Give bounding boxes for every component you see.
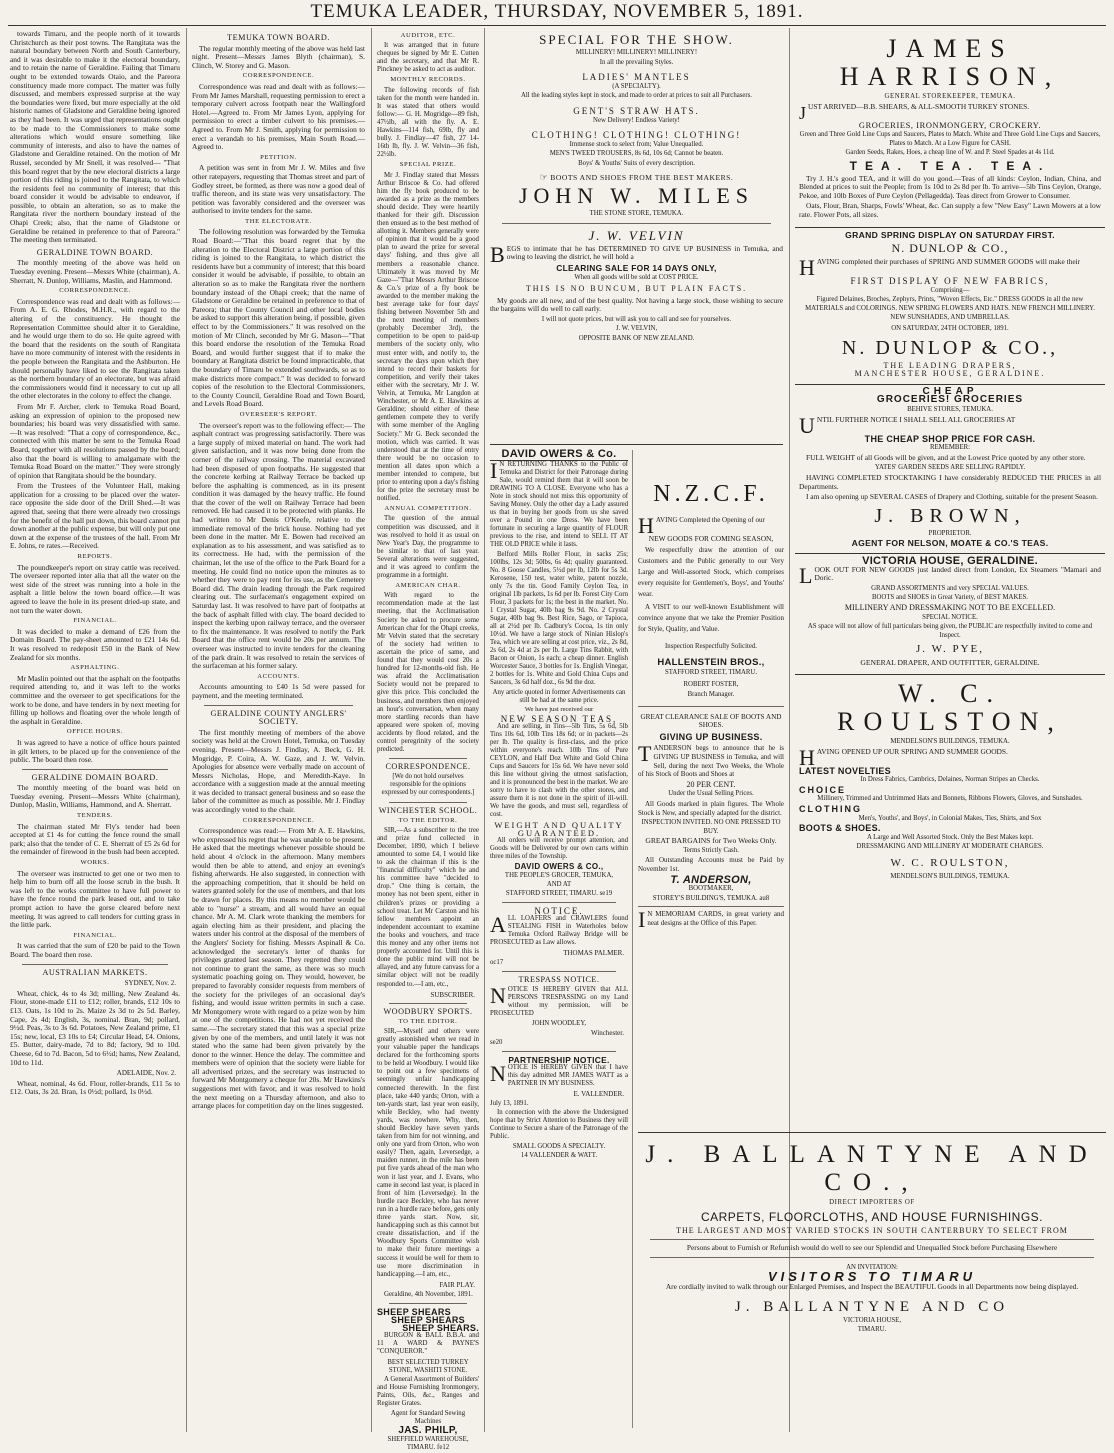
- column-divider: [632, 450, 633, 1428]
- advertiser-name: N. DUNLOP & CO.,: [841, 336, 1059, 359]
- ad-text: REMEMBER:: [929, 444, 971, 452]
- advertiser-name: DAVID OWERS & Co.: [490, 450, 628, 461]
- ad-text: A General Assortment of Builders' and House Furnishing Ironmongery, Paints, Oils, &c., Ranges and Register Grates.: [377, 1375, 480, 1407]
- article-text: The monthly meeting of the board was held on Tuesday evening. Present—Messrs White (chairman), Dunlop, Maslin, Williams, Hammond, and A. Sherratt.: [10, 783, 180, 810]
- advertiser-address: THE STONE STORE, TEMUKA.: [589, 210, 684, 218]
- drop-cap: A: [490, 912, 506, 937]
- sub-heading: CORRESPONDENCE.: [242, 72, 315, 80]
- advertiser-name: J. W. VELVIN: [588, 227, 685, 243]
- ad-text: AS space will not allow of full particulars being given, the PUBLIC are respectfully invited to come and Inspect.: [807, 623, 1093, 639]
- ad-text: DRESSMAKING AND MILLINERY AT MODERATE CHARGES.: [856, 843, 1044, 851]
- editorial-note: [We do not hold ourselves responsible for the opinions expressed by our correspondents.]: [381, 773, 475, 797]
- ad-heading: VISITORS TO TIMARU: [767, 1269, 977, 1285]
- sub-heading: THE ELECTORATE.: [245, 217, 312, 225]
- ad-text: I am also opening up SEVERAL CASES of Drapery and Clothing, suitable for the present Season.: [806, 492, 1098, 502]
- ad-text: [490, 458, 628, 549]
- ad-text: [490, 912, 628, 947]
- sub-heading: ASPHALTING.: [70, 664, 120, 672]
- ad-text: HAVING COMPLETED STOCKTAKING I have considerably REDUCED THE PRICES in all Departments.: [799, 473, 1101, 491]
- article-text: The overseer's report was to the following effect:— The asphalt contract was progressing satisfactorily. There was a large supply of mixed material on hand. The work had given satisfaction, and it was now being done from the corner of the railway crossing. The material excavated had been disposed of upon footpaths. He suggested that the concrete kerbing at Railway Terrace be backed up before the asphalting is commenced, as in its present condition it was damaged by the heavy traffic. He found that the cover of the well on Railway Terrace had been removed. He had caused it to be protected with planks. He had written to Mr Denis O'Keefe, relative to the immediate removal of the brick house. Nothing had yet been done in the matter. Mr E. Bowen had received an explanation as to his assessment, and was satisfied as to its correctness. He had, with the permission of the chairman, let the use of the office to the Park Board for a meeting. He could find no notice upon the minutes as to whether they were to pay rent for its use, as the Cemetery Board did. The drain leading through the Park required clearing out. The surfaceman's engagement expired on Saturday last. It was resolved to have part of footpaths at the back of asphalt filled with clay. The board decided to inspect the kerbing upon railway terrace, and the overseer to fix the maintenance. It was resolved to notify the Park Board that the office rent would be 20s per annum. The overseer was instructed to invite tenders for the cleaning of the park drain. It was resolved to retain the services of the surfaceman at his former salary.: [192, 420, 365, 671]
- ad-text: OTICE IS HEREBY GIVEN that I have this day admitted MR JAMES WATT as a PARTNER IN MY BUSINESS.: [507, 1064, 628, 1087]
- ad-text: [490, 173, 783, 183]
- dateline: Geraldine, 4th November, 1891.: [384, 1290, 473, 1298]
- signature: J. W. VELVIN,: [615, 325, 658, 333]
- column-divider: [186, 28, 187, 1432]
- article-text: The following resolution was forwarded by the Temuka Road Board:—"That this board regret that by the alteration to the Electoral District a large portion of this riding is joined to the Rangitata, to which district the residents have but a community of interest; that this board consider it would be advisable, if possible, to obtain an alteration so as to make the Rangitata river the northern boundary instead of the Ohapi creek; that the name of Gladstone or Geraldine be retained in preference to that of Pareora; that the County Council and other local bodies be asked to support this alteration being, if possible, given effect to by the Commissioners." It was resolved on the motion of Mr Clinch, seconded by Mr G. Mason—"That this board endorse the resolution of the Temuka Road Board, and would further suggest that if to make the boundary at Rangitata district be found impracticable, that the boundary of Timaru be extended southwards, so as to make districts more compact." It was decided to forward copies of the resolution to the Electoral Commissioners, to the County Council, Geraldine Road and Town Board, and Levels Road Board.: [192, 227, 365, 409]
- ad-text: [638, 741, 784, 779]
- ad-text: BOOTS and SHOES in Great Variety, of BEST MAKES.: [871, 594, 1028, 602]
- ad-text: Are cordially invited to walk through our Enlarged Premises, and Inspect the BEAUTIFUL Goods in all Departments now being displayed.: [665, 1281, 1079, 1291]
- ad-text: BOOTS AND SHOES FROM THE BEST MAKERS.: [550, 172, 734, 182]
- advertiser-name: JAS. PHILP,: [398, 1425, 458, 1437]
- advertiser-address: TIMARU.: [857, 1326, 887, 1334]
- ad-heading: GROCERIES! GROCERIES: [876, 394, 1024, 406]
- drop-cap: I: [638, 907, 646, 933]
- column-4-top: [490, 30, 783, 445]
- advertiser-name: N. DUNLOP & CO.,: [891, 241, 1009, 256]
- ad-heading: NEW GOODS FOR COMING SEASON,: [648, 534, 774, 543]
- advertiser-address: STOREY'S BUILDING'S, TEMUKA. au8: [652, 894, 770, 902]
- dunlop-ad: [795, 228, 1105, 385]
- ad-text: All the leading styles kept in stock, and made to order at prices to suit all Purchasers.: [520, 92, 753, 100]
- ad-divider: [638, 906, 784, 907]
- article-text: Accounts amounting to £40 1s 5d were passed for payment, and the meeting terminated.: [192, 682, 365, 700]
- ad-text: N MEMORIAM CARDS, in great variety and neat designs at the Office of this Paper.: [647, 910, 784, 928]
- ad-text: [490, 983, 628, 1018]
- article-divider: [204, 705, 353, 706]
- article-text: The regular monthly meeting of the above was held last night. Present—Messrs James Blyth (chairman), S. Clinch, W. Storey and G. Mason.: [192, 43, 365, 70]
- roulston-ad: [795, 675, 1105, 888]
- ad-text: BEST SELECTED TURKEY STONE, WASHITI STONE.: [387, 1358, 469, 1374]
- ad-text: AVING OPENED UP OUR SPRING AND SUMMER GOODS.: [816, 746, 1008, 756]
- ad-text: MILLINERY! MILLINERY! MILLINERY!: [575, 49, 698, 56]
- article-text: SIR,—As a subscriber to the tree and prize fund collected in December, 1890, which I believe amounted to some £4, I would like to ask the chairman if this is the "financial difficulty" which he and his committee have "decided to drop." One thing is certain, the money has not been spent, either in children's prizes or providing a school treat. Let Mr Carston and his fellow members appoint an independent accountant to examine the books and vouchers, and trace this money and any other items not properly accounted for. Until this is done the public mind will not be allayed, and any future canvass for a similar object will not be readily responded to.—I am, etc.,: [377, 826, 479, 988]
- article-text: The monthly meeting of the above was held on Tuesday evening. Present—Messrs White (chairman), A. Sherratt, N. Dunlop, Williams, Maslin, and Hammond.: [10, 258, 180, 285]
- ad-divider: [502, 1051, 616, 1052]
- ad-text: New Delivery! Endless Variety!: [593, 116, 680, 124]
- ad-text: [490, 241, 783, 267]
- advertiser-address: MENDELSON'S BUILDINGS, TEMUKA.: [890, 872, 1010, 880]
- ad-text: Figured Delaines, Broches, Zephyrs, Prints, "Woven Effects, Etc." DRESS GOODS in all the new MATERIALS and COLORINGS. NEW SPRING FLOWERS AND HATS. NEW FRENCH MILLINERY. NEW SUNSHADES, AND UMBRELLAS.: [805, 296, 1095, 321]
- advertiser-name: W. C. ROULSTON,: [837, 678, 1063, 736]
- ad-text: [799, 412, 1101, 438]
- ad-heading: BOOTS & SHOES.: [799, 823, 881, 834]
- article-text: Wheat, nominal, 4s 6d. Flour, roller-brands, £11 5s to £12. Oats, 3s 2d. Bran, 1s 0½d; pollard, 1s 0½d.: [10, 1078, 180, 1097]
- advertiser-role: GENERAL DRAPER, AND OUTFITTER, GERALDINE.: [860, 658, 1040, 668]
- column-6: [795, 30, 1105, 1130]
- ad-text: BURGON & BALL B.B.A. and 11 A WARD & PAYNE'S "CONQUEROR.": [377, 1332, 479, 1356]
- drop-cap: L: [799, 562, 813, 588]
- ad-text: [799, 255, 1101, 281]
- advertiser-name: T. ANDERSON,: [670, 873, 752, 886]
- drop-cap: N: [490, 983, 506, 1008]
- drop-cap: U: [799, 412, 815, 438]
- article-text: The chairman stated Mr Fly's tender had been accepted at £1 4s for cutting the fence round the small park; also that the tender of C. E. Sherratt of £5 2s 6d for the remainder of firewood in the bush had been accepted.: [10, 821, 180, 857]
- article-text: Correspondence was read and dealt with as follows:— From A. E. G. Rhodes, M.H.R., with regard to the altering of the constituency. He thought the Representation Committee should alter it to Geraldine, and he would urge them to do so. He quite agreed with the board that the residents on the south of Rangitata have no more community of interest with the residents in the people between the Rangitata and the Ashburton. He should personally have liked to see the Rangitata taken as the northern boundary of an electorate, but was afraid the commissioners would find it necessary to cut up all the other electorates in the colony to effect the change.: [10, 296, 180, 401]
- sub-heading: FINANCIAL.: [73, 931, 117, 939]
- ad-text: (A SPECIALTY).: [612, 82, 661, 90]
- brown-ad: [795, 385, 1105, 554]
- ad-text: When all goods will be sold at COST PRICE.: [574, 273, 699, 281]
- article-text: Correspondence was read and dealt with as follows:— From Mr James Marshall, requesting permission to erect a temporary culvert across footpath near the Wallingford Hotel.—Agreed to. From Mr James Lyon, applying for permission to erect a timber culvert to his premises.—Agreed to. From Mr J. Smith, applying for permission to erect a verandah to his premises, Main South Road.—Agreed to.: [192, 81, 365, 152]
- ad-text: AVING completed their purchases of SPRING AND SUMMER GOODS will make their: [816, 257, 1081, 267]
- ad-text: Immense stock to select from; Value Unequalled.: [569, 140, 704, 148]
- sub-heading: TO THE EDITOR.: [398, 816, 458, 824]
- ad-text: OTICE IS HEREBY GIVEN that ALL PERSONS TRESPASSING on my Land without my permission, will be PROSECUTED: [490, 986, 628, 1017]
- dateline: ADELAIDE, Nov. 2.: [116, 1069, 176, 1078]
- sub-heading: TO THE EDITOR.: [398, 1017, 458, 1025]
- article-text: The poundkeeper's report on stray cattle was received. The overseer reported inter alia that all the water on the west side of the street was running into a hole in the asphalt a little below the town board office.—It was agreed to leave the hole in its present dried-up state, and not turn the water down.: [10, 562, 180, 615]
- drop-cap: T: [638, 741, 652, 767]
- sub-heading: WORKS.: [80, 859, 110, 867]
- column-divider: [371, 28, 372, 1432]
- drop-cap: N: [490, 1061, 506, 1086]
- advertiser-name: J. BROWN,: [874, 504, 1026, 527]
- ad-text: SMALL GOODS A SPECIALTY.: [512, 1143, 606, 1150]
- ad-heading: CLOTHING! CLOTHING! CLOTHING!: [531, 130, 742, 141]
- article-text: From the Trustees of the Volunteer Hall, making application for a crossing to be placed over the water-race opposite the side door of the Drill Shed.—It was agreed that, seeing that there were already two crossings for the benefit of the hall put down, this board cannot put down another at the public expense, but will only put one down at the expense of the trustees of the hall. From Mr E. Johns, re rates.—Received.: [10, 481, 180, 551]
- sub-heading: REPORTS.: [77, 553, 113, 561]
- drop-cap: J: [799, 102, 807, 123]
- ad-text: We have just received our: [524, 706, 594, 713]
- ad-text: Millinery, Trimmed and Untrimmed Hats and Bonnets, Ribbons Flowers, Gloves, and Sunshades.: [817, 795, 1083, 803]
- pye-ad: [795, 554, 1105, 675]
- drop-cap: H: [799, 744, 815, 770]
- drop-cap: B: [490, 241, 505, 267]
- ad-text: 20 PER CENT.: [686, 779, 736, 789]
- ad-heading: SHEEP SHEARS: [377, 1306, 451, 1317]
- masthead-rule: [8, 25, 1106, 26]
- signature: [490, 1152, 628, 1160]
- ad-text: Try J. H.'s good TEA, and it will do you good.—Teas of all kinds: Ceylon, Indian, China, and Blended at prices to suit the People; from 1s 10d to 2s 8d per lb. To arrive—5lb Tins Ceylon, Orange, Pekoe, and 10lb Boxes of Pure Ceylon (Pellagedda). Teas direct from Grower to Consumer.: [799, 173, 1101, 200]
- ad-text: NTIL FURTHER NOTICE I SHALL SELL ALL GROCERIES AT: [816, 414, 1016, 424]
- sub-heading: CORRESPONDENCE.: [242, 816, 315, 824]
- advertiser-address: Winchester.: [591, 1029, 624, 1037]
- ad-text: All Goods marked in plain figures. The Whole Stock is New, and specially adapted for the district.: [638, 799, 784, 817]
- ad-text: Terms Strictly Cash.: [683, 846, 739, 854]
- signature: BOOTMAKER,: [688, 885, 734, 893]
- ad-text: Under the Usual Selling Prices.: [668, 790, 754, 798]
- ballantyne-ad: [638, 1132, 1106, 1430]
- sub-heading: ACCOUNTS.: [257, 672, 300, 680]
- advertiser-name: HALLENSTEIN BROS.,: [657, 657, 765, 669]
- ad-heading: GROCERIES, IRONMONGERY, CROCKERY.: [858, 120, 1042, 130]
- advertiser-name: JAMES HARRISON,: [839, 34, 1061, 91]
- advertiser-role: THE LEADING DRAPERS,: [883, 360, 1017, 370]
- ad-text: Garden Seeds, Rakes, Hoes, a cheap line of W. and P. Steel Spades at 4s 11d.: [845, 149, 1055, 157]
- ad-heading: CARPETS, FLOORCLOTHS, AND HOUSE FURNISHINGS.: [700, 1209, 1044, 1224]
- ad-divider: [650, 1239, 1094, 1240]
- sub-heading: AMERICAN CHAR.: [395, 582, 461, 590]
- article-text: Wheat, chick, 4s to 4s 3d; milling, New Zealand 4s. Flour, stone-made £11 to £12; roller, brands, £12 10s to £13. Oats, 1s 10d to 2s. Maize 2s 3d to 2s 5d. Barley, Cape, 2s 4d; English, 3s, nominal. Bran, 9d; pollard, 9½d. Peas, 3s to 3s 6d. Potatoes, New Zealand prime, £1 15s; new, local, £3 10s to £4; Circular Head, £4. Onions, £5. Butter, dairy-made, 7d to 8d; factory, 9d to 10d. Cheese, 6d to 7d. Bacon, 5d to 6½d; hams, New Zealand, 10d to 11d.: [10, 988, 180, 1067]
- advertiser-address: VICTORIA HOUSE,: [842, 1316, 902, 1324]
- ad-text: Comprising—: [930, 286, 970, 294]
- ad-heading: CLEARING SALE FOR 14 DAYS ONLY,: [556, 262, 717, 273]
- signature: DAVID OWERS & CO.,: [514, 862, 604, 871]
- article-text: The following records of fish taken for the month were handed in. It was stated that others would follow:— G. H. Mogridge—89 fish, 47½lb, all with the fly. A. E. Hawkins—114 fish, 69lb, fly and bully. J. Findlay—47 fish, 27 14-16th lb, fly. J. W. Velvin—36 fish, 22½lb.: [377, 86, 479, 159]
- ad-text: ANDERSON begs to announce that he is GIVING UP BUSINESS in Temuka, and will Sell, during the next Two Weeks, the Whole of his Stock of Boots and Shoes at: [638, 744, 784, 779]
- advertiser-name: J. W. PYE,: [916, 643, 984, 656]
- dateline: SYDNEY, Nov. 2.: [124, 979, 176, 988]
- ad-text: All orders will receive prompt attention, and Goods will be Delivered by our own carts within three miles of the Township.: [490, 837, 628, 860]
- column-1: [10, 30, 180, 1432]
- ad-text: [638, 907, 784, 933]
- ad-text: Belford Mills Roller Flour, in sacks 25s; 100lbs, 12s 3d; 50lbs, 6s 4d; quality guaranteed. No. 8 Goose Candles, 5½d per lb, 12lb for 5s 3d. Kerosene, 150 test, water white, patent nozzle, only 7s the tin. Good Family Ceylon Tea, in original 1lb packets, 1s 6d per lb. Forest City Corn Flour, 3 packets for 1s; the best in the market. No. 1 Crystal Sugar, 40lb bag 9s 9d. No. 2 Crystal Sugar, 40lb bag 9s. Best Rice, Sago, or Tapioca, all at 2½d per lb. Cadbury's Cocoa, 1s tin only 10½d. We have a large stock of Ninian Hislop's Tea, which we are selling at cost price, viz., 2s 8d, 2s 6d, 2s 4d at 2s per lb. Large Tins Rabbit, with Bacon or Onion, 1s each; a cheap dinner. English Worcester Sauce, 3 bottles for 1s. English Vinegar, 2 bottles for 1s. White and Gold China Cups and Saucers, 3s 6d half doz., 6s 9d the doz.: [490, 551, 628, 686]
- sub-heading: TENDERS.: [76, 812, 114, 820]
- ad-text: A Large and Well Assorted Stock. Only the Best Makes kept.: [866, 833, 1034, 841]
- ad-text: Boys' & Youths' Suits of every description.: [578, 159, 695, 167]
- ad-text: GRAND ASSORTMENTS and very SPECIAL VALUES.: [871, 584, 1029, 592]
- ad-text: MILLINERY AND DRESSMAKING NOT TO BE EXCELLED.: [844, 602, 1056, 612]
- ad-divider: [650, 1257, 1094, 1258]
- ad-heading: LATEST NOVELTIES: [799, 765, 891, 776]
- article-heading: GERALDINE COUNTY ANGLERS' SOCIETY.: [210, 708, 347, 727]
- ad-heading: CHOICE: [799, 784, 847, 795]
- ad-text: DIRECT IMPORTERS OF: [829, 1199, 915, 1206]
- article-divider: [389, 802, 467, 803]
- ad-heading: TRESPASS NOTICE.: [518, 975, 600, 984]
- advertiser-name: J. BALLANTYNE AND CO.,: [645, 1141, 1099, 1196]
- ad-text: And are selling, in Tins—5lb Tins, 5s 6d, 5lb Tins 10s 6d, 10lb Tins 18s 6d; or in packets—2s per lb. The quality is first-class, and the price within everyone's reach. 10lb Tins of Pure CEYLON, and Half Doz White and Gold China Cups and Saucers for 15s 6d. We have never sold this line without giving the utmost satisfaction, and it is pronounced the best in the market. We are sorry to have to clash with the other stores, and assure them it is not done in the spirit of ill-will. We have the goods, and must sell, regardless of cost.: [490, 723, 628, 818]
- ad-text: MEN'S TWEED TROUSERS, 8s 6d, 10s 6d; Cannot be beaten.: [549, 150, 724, 158]
- ad-heading: CLOTHING: [799, 803, 862, 814]
- advertiser-address: AND AT: [546, 881, 572, 888]
- article-divider: [22, 769, 168, 770]
- article-text: The question of the annual competition was discussed, and it was resolved to hold it as usual on New Year's Day, the programme to be similar to that of last year. Several alterations were suggested, and it was agreed to confirm the programme in a fortnight.: [377, 515, 479, 580]
- column-4a: [490, 450, 628, 1428]
- ad-heading: WEIGHT AND QUALITY GUARANTEED.: [494, 820, 624, 838]
- harrison-ad: [795, 30, 1105, 228]
- ad-text: [490, 1061, 628, 1088]
- ad-text: AN INVITATION:: [846, 1263, 898, 1271]
- ad-heading: PARTNERSHIP NOTICE.: [508, 1055, 610, 1065]
- signature: Branch Manager.: [687, 690, 735, 698]
- ad-divider: [502, 971, 616, 972]
- article-text: From Mr F. Archer, clerk to Temuka Road Board, asking an expression of opinion to the proposed new boundaries; his board was very dissatisfied with same. —It was resolved: "That a copy of correspondence, &c., connected with this matter be sent to the Temuka Road Board, together with all resolutions passed by the board; also that the board is willing to amalgamate with the Temuka Road Board on the matter." They were strongly of opinion that Rangitata should be the boundary.: [10, 401, 180, 480]
- ad-text: LL LOAFERS and CRAWLERS found STEALING FISH in Waterholes below Temuka Oxford Railway Bridge will be PROSECUTED as Law allows.: [490, 915, 628, 946]
- article-heading: AUSTRALIAN MARKETS.: [42, 967, 148, 977]
- article-text: The overseer was instructed to get one or two men to help him to burn off all the loose scrub in the bush. It was left to the works committee to have full power to have the fence round the park leased out, and to take prompt action to have the gorse cleared before next meeting. It was agreed to call tenders for cutting grass in the little park.: [10, 868, 180, 930]
- advertiser-role: PROPRIETOR.: [928, 529, 972, 537]
- sub-heading: AUDITOR, ETC.: [400, 32, 456, 39]
- article-text: SIR,—Myself and others were greatly astonished when we read in your valuable paper the handicaps declared for the forthcoming sports to be held at Woodbury. I would like to point out a few specimens of seemingly unfair handicapping connected therewith. In the first place, take 440 yards; Orton, with a ten-yards start, last year won easily, while Beckley, who had twenty yards, was nowhere. Why, then, should Beckley have seven yards taken from him for not winning, and only one yard from Orton, who won easily? Then, again, Leversedge, a maiden runner, in the mile has been put five yards ahead of the man who won it last year, and J. Evans, who came in second last year, is placed in front of him (Leversedge). In the hurdle race Beckley, who has never run in a hurdle race before, gets only three yards start. Now, sir, handicapping such as this cannot but create dissatisfaction, and if the Woodbury Sports Committee wish to make their future meetings a success it would be well for them to use more discrimination in handicapping.—I am, etc.,: [377, 1027, 479, 1278]
- ad-heading: SPECIAL FOR THE SHOW.: [539, 32, 734, 47]
- ad-text: Agent for Standard Sewing Machines: [390, 1410, 466, 1426]
- column-5: [638, 450, 784, 970]
- ad-text: YATES' GARDEN SEEDS ARE SELLING RAPIDLY.: [874, 464, 1026, 472]
- sub-heading: OVERSEER'S REPORT.: [239, 410, 318, 418]
- ad-heading: NEW SEASON TEAS,: [500, 714, 618, 724]
- article-text: Mr J. Findlay stated that Messrs Arthur Briscoe & Co. had offered him the fly book produced to be awarded as a prize as the members should decide. They were heartily thanked for their gift. Discussion then ensued as to the best method of allotting it. Members generally were of opinion that it would be a good plan to award the prize for several days' fishing, and thus give all members a reasonable chance. Ultimately it was moved by Mr Gaze—"That Messrs Arthur Briscoe & Co.'s prize of a fly book be awarded to the member making the best average take for four days' fishing between November 5th and the next meeting of members (probably December 3rd), the competition to be open to paid-up members of the society only, who must enter with, and notify to, the secretary the days upon which they intend to record their baskets for competition, and verify their takes either with the secretary, Mr J. W. Velvin, at Temuka, Mr Langdon at Winchester, or Mr A. E. Hawkins at Geraldine; should either of these gentlemen compete they to verify with some member of the Angling Society." Mr G. Beck seconded the motion, which was carried. It was understood that at the time of entry there would be no occasion to mention all dates upon which a member intended to compete, but prior to entering upon a day's fishing for the prize the secretary must be notified.: [377, 171, 479, 503]
- ad-divider: [502, 223, 771, 224]
- dateline: ON SATURDAY, 24TH OCTOBER, 1891.: [891, 325, 1009, 333]
- dateline: July 13, 1891.: [490, 1100, 529, 1107]
- drop-cap: H: [638, 513, 654, 538]
- ad-text: [638, 513, 784, 538]
- ad-heading: SHEEP SHEARS.: [402, 1323, 479, 1334]
- ad-text: EGS to intimate that he has DETERMINED TO GIVE UP BUSINESS in Temuka, and owing to leaving the district, he will hold a: [506, 243, 783, 262]
- ad-divider: [638, 706, 784, 707]
- ad-heading: SPECIAL NOTICE.: [922, 613, 978, 621]
- signature: FAIR PLAY.: [439, 1280, 475, 1289]
- sub-heading: CORRESPONDENCE.: [59, 287, 131, 295]
- article-heading: CORRESPONDENCE.: [385, 762, 471, 772]
- advertiser-address: BEHIVE STORES, TEMUKA.: [907, 406, 993, 414]
- signature: THOMAS PALMER.: [563, 949, 624, 957]
- article-heading: WOODBURY SPORTS.: [383, 1006, 473, 1016]
- ad-heading: FIRST DISPLAY OF NEW FABRICS,: [850, 276, 1050, 287]
- ad-text: OOK OUT FOR NEW GOODS just landed direct from London, Ex Steamers "Mamari and Doric.: [814, 564, 1101, 583]
- advertiser-role: GENERAL STOREKEEPER, TEMUKA.: [884, 93, 1016, 100]
- ad-text: Green and Three Gold Line Cups and Saucers, Plates to Match. White and Three Gold Line Cups and Saucers, Plates to Match. At a Low Figure for CASH.: [799, 131, 1101, 147]
- article-heading: GERALDINE DOMAIN BOARD.: [31, 772, 159, 782]
- article-text: Mr Maslin pointed out that the asphalt on the footpaths required attending to, and it was left to the works committee and the overseer to get specifications for the work to be done, and have tenders in by next meeting for filling up hollows and floating over the whole length of the asphalt in Geraldine.: [10, 673, 180, 726]
- advertiser-address: SHEFFIELD WAREHOUSE, TIMARU. fe12: [387, 1436, 469, 1452]
- ad-heading: GIVING UP BUSINESS.: [659, 731, 763, 742]
- article-divider: [389, 758, 467, 759]
- signature: ROBERT FOSTER,: [683, 681, 739, 689]
- ad-heading: THIS IS NO BUNCUM, BUT PLAIN FACTS.: [525, 284, 748, 294]
- ad-text: My goods are all new, and of the best quality. Not having a large stock, those wishing to secure the bargains will do well to call early.: [490, 295, 783, 314]
- sub-heading: ANNUAL COMPETITION.: [384, 505, 472, 513]
- signature: VALLENDER & WATT.: [529, 1152, 598, 1159]
- article-heading: GERALDINE TOWN BOARD.: [36, 247, 154, 257]
- advertiser-address: THE PEOPLE'S GROCER, TEMUKA,: [504, 872, 614, 879]
- sub-heading: MONTHLY RECORDS.: [390, 76, 466, 84]
- signature: SUBSCRIBER.: [430, 990, 475, 999]
- ad-text: INSPECTION INVITED. NO ONE PRESSED TO BUY.: [641, 819, 781, 835]
- sub-heading: OFFICE HOURS.: [66, 728, 124, 736]
- ad-text: In connection with the above the Undersigned hope that by Strict Attention to Business they will Continue to Secure a share of the Patronage of the Public.: [490, 1109, 628, 1140]
- ad-text: [799, 744, 1101, 770]
- ad-text: In all the prevailing Styles.: [599, 58, 674, 66]
- drop-cap: H: [799, 255, 815, 281]
- advertiser-address: STAFFORD STREET, TIMARU.: [664, 668, 758, 676]
- ad-text: In Dress Fabrics, Cambrics, Delaines, Norman Stripes an Checks.: [860, 776, 1040, 784]
- advertiser-address: STAFFORD STREET, TIMARU. se19: [505, 890, 613, 897]
- article-text: With regard to the recommendation made at the last meeting, that the Acclimatisation Society be asked to procure some American char for the Ohapi creeks, Mr Velvin stated that the secretary of the society had written to ascertain the price of same, and found that they would cost 20s a hundred for 12-months-old fish. He was afraid the Acclimatisation Society would not be prepared to give this price. This concluded the business, and members then enjoyed an hour's conversation, when many more startling records than have appeared were spoken of, moving accidents by flood related, and the control peregrinity of the society predicted.: [377, 592, 479, 754]
- ad-divider: [502, 902, 616, 903]
- ad-heading: VICTORIA HOUSE, GERALDINE.: [862, 555, 1038, 567]
- ad-text: Inspection Respectfully Solicited.: [665, 642, 757, 650]
- article-text: It was decided to make a demand of £26 from the Domain Board. The pay-sheet amounted to £21 14s 6d. It was resolved to redeposit £50 in the Bank of New Zealand for six months.: [10, 626, 180, 662]
- ad-heading: TEA. TEA. TEA.: [849, 158, 1051, 173]
- sub-heading: SPECIAL PRIZE.: [399, 161, 457, 169]
- ad-code: se20: [490, 1039, 503, 1046]
- ad-heading: AGENT FOR NELSON, MOATE & CO.'S TEAS.: [851, 538, 1049, 549]
- signature: J. BALLANTYNE AND CO: [734, 1298, 1010, 1315]
- article-text: It was agreed to have a notice of office hours painted in gilt letters, to be placed up for the convenience of the public. The board then rose.: [10, 737, 180, 765]
- ad-text: AVING Completed the Opening of our: [655, 516, 765, 524]
- ad-text: Any article quoted in former Advertisements can still be had at the same price.: [492, 689, 626, 704]
- ad-text: [799, 101, 1101, 123]
- ad-text: Persons about to Furnish or Refurnish would do well to see our Splendid and Unequalled Stock before Purchasing Elsewhere: [686, 1243, 1058, 1253]
- article-text: The first monthly meeting of members of the above society was held at the Crown Hotel, Temuka, on Tuesday evening. Present—Messrs J. Findlay, A. Beck, G. H. Mogridge, P. Coira, A. W. Gaze, and J. W. Velvin. Apologies for absence were verbally made on account of Messrs Nicholas, Hope, and Meredith-Kaye. In accordance with a suggestion made at the annual meeting it was decided to transact general business and so ease the labor of the committee as much as possible. Mr J. Findlay was accordingly voted to the chair.: [192, 727, 365, 815]
- article-text: A petition was sent in from Mr J. W. Miles and five other ratepayers, requesting that Thomas street and part of Godley street, be formed, as there was now a good deal of traffic thereon, and its state was very unsatisfactory. The petition was favorably considered and the overseer was authorised to invite tenders for the same.: [192, 163, 365, 216]
- article-divider: [389, 1003, 467, 1004]
- ad-text: UST ARRIVED—B.B. SHEARS, & ALL-SMOOTH TURKEY STONES.: [808, 101, 1030, 111]
- ad-heading: GREAT CLEARANCE SALE OF BOOTS AND SHOES.: [640, 712, 782, 730]
- advertiser-address: OPPOSITE BANK OF NEW ZEALAND.: [578, 335, 695, 343]
- ad-text: We respectfully draw the attention of our Customers and the Public generally to our Very Large and Well-assorted Stock, which comprises every requisite for Gentlemen's, Boys', and Youths' wear.: [638, 545, 784, 598]
- ad-text: GREAT BARGAINS for Two Weeks Only.: [645, 836, 777, 846]
- article-divider: [22, 964, 168, 965]
- ad-heading: THE CHEAP SHOP PRICE FOR CASH.: [864, 433, 1036, 444]
- article-heading: TEMUKA TOWN BOARD.: [227, 33, 330, 42]
- article-text: Correspondence was read:— From Mr A. E. Hawkins, who expressed his regret that he was unable to be present. He asked that the meetings whenever possible should be held about 4 o'clock in the afternoon. Many members would then be able to attend, and enjoy an evening's fishing afterwards. He also suggested, in connection with the approaching competition, that it should be held on waters granted solely for the use of members, and that lots be drawn for places. By this means no member would be able to "nurse" a stream, and all would have an equal chance. Mr A. M. Clark wrote thanking the members for again electing him as their president, and placing the waters under his control at the disposal of the members of the Anglers' Society for fishing. Messrs Aspinall & Co. acknowledged the secretary's letter of thanks for privileges granted last season. They regretted they could not continue to grant the same, as there was so much systematic poaching going on. They would, however, be prepared to favorably consider requests from members of the society for the privileges of an occasional day's fishing, and would issue written permits in such a case. Mr Montgomery wrote with regard to a prize won by him at one of the competitions. He had not yet received the same.—The secretary stated that this was a special prize given by one of the members, and until lately it was not stated who the same had been given privately by the donor to the winner. Hence the delay. The committee and members were of opinion that the society were liable for all advertised prizes, and the secretary was instructed to forward Mr Montgomery a cheque for 20s. Mr Hawkins's suggestions met with favor, and it was resolved to hold the next meeting on a Thursday afternoon, and also to arrange places for competition day on the lines suggested.: [192, 826, 365, 1111]
- ad-text: I will not quote prices, but will ask you to call and see for yourselves.: [541, 315, 732, 323]
- article-text: towards Timaru, and the people north of it towards Christchurch as their post towns. The Rangitata was the natural boundary between North and South Canterbury, and it was desirable to make it the electoral boundary, and to retain the name of Geraldine. Failing that Timaru ought to be extended towards Otaio, and the Pareora constituency made more compact. The matter was fully discussed, and members expressed surprise at the way the boundaries were fixed, but more especially at the old historic names of Gladstone and Geraldine being ignored as they had been. It was urged that representations ought to be made to the Commissioners to make some alterations which would ensure something like community of interests, and also to have the names of Gladstone and Geraldine retained. On the motion of Mr Russel, seconded by Mr Snell, it was resolved— "That this board regret that by the new electoral districts a large portion of this riding is joined to the Rangitata, to which the residents feel no community of interest; that this board consider it would be advisable to endeavor, if possible, to obtain an alteration, so as to make the Rangitata river the northern boundary instead of the Ohapi Creek; also, that the name of Gladstone or Geraldine be retained in preference to that of Pareora." The meeting then terminated.: [10, 29, 180, 245]
- advertiser-name: JOHN W. MILES: [518, 183, 755, 209]
- ad-heading: GRAND SPRING DISPLAY ON SATURDAY FIRST.: [845, 229, 1055, 240]
- ad-text: Men's, Youths', and Boys', in Colonial Makes, Ties, Shirts, and Sox: [858, 814, 1042, 822]
- ad-text: N RETURNING THANKS to the Public of Temuka and District for their Patronage during Sale, would remind them that it will soon be DRAWING TO A CLOSE. Everyone who has a Note in stock should not miss this opportunity of Saving Money. Only the other day a Lady assured us that in buying her goods from us she saved over a Pound in one Dress. We have been fortunate in securing a large quantity of FLOUR previous to the rise, and intend to SELL IT AT THE OLD PRICE while it lasts.: [490, 461, 628, 548]
- ad-text: Oats, Flour, Bran, Sharps, Fowls' Wheat, &c. Can supply a few "New Easy" Lawn Mowers at a low rate. Flower Pots, all sizes.: [799, 201, 1101, 219]
- ad-heading: CHEAP: [922, 385, 978, 397]
- ad-heading: SHEEP SHEARS: [391, 1315, 465, 1326]
- sub-heading: PETITION.: [260, 153, 297, 161]
- drop-cap: I: [490, 458, 498, 483]
- signature: E. VALLENDER.: [573, 1090, 624, 1098]
- ad-code: 14: [520, 1152, 528, 1159]
- ad-text: All Outstanding Accounts must be Paid by November 1st.: [638, 856, 784, 874]
- column-3: [377, 30, 480, 1452]
- advertiser-address: MENDELSON'S BUILDINGS, TEMUKA.: [890, 737, 1010, 745]
- column-2: [192, 30, 365, 1432]
- signature: JOHN WOODLEY,: [531, 1020, 587, 1027]
- pointing-hand-icon: ☞: [539, 171, 549, 182]
- ad-heading: GENT'S STRAW HATS.: [573, 105, 700, 116]
- column-divider: [484, 28, 485, 1432]
- ad-heading: N.Z.C.F.: [653, 481, 769, 507]
- masthead: TEMUKA LEADER, THURSDAY, NOVEMBER 5, 1891.: [310, 1, 804, 22]
- ad-text: A VISIT to our well-known Establishment will convince anyone that we take the Premier Position for Style, Quality, and Value.: [638, 602, 784, 633]
- ad-code: oc17: [490, 959, 504, 966]
- advertiser-address: MANCHESTER HOUSE, GERALDINE.: [854, 369, 1046, 379]
- ad-heading: NOTICE.: [534, 906, 584, 916]
- ad-heading: LADIES' MANTLES: [582, 72, 691, 83]
- article-text: It was carried that the sum of £20 be paid to the Town Board. The board then rose.: [10, 941, 180, 959]
- article-heading: WINCHESTER SCHOOL.: [378, 805, 478, 815]
- ad-text: FULL WEIGHT of all Goods will be given, and at the Lowest Price quoted by any other store.: [806, 452, 1086, 462]
- ad-text: THE LARGEST AND MOST VARIED STOCKS IN SOUTH CANTERBURY TO SELECT FROM: [676, 1225, 1068, 1235]
- sub-heading: FINANCIAL.: [73, 617, 117, 625]
- article-text: It was arranged that in future cheques be signed by Mr E. Cutten and the secretary, and that Mr R. Pinckney be asked to act as auditor.: [377, 42, 479, 74]
- article-divider: [389, 1303, 467, 1304]
- signature: W. C. ROULSTON,: [890, 856, 1010, 869]
